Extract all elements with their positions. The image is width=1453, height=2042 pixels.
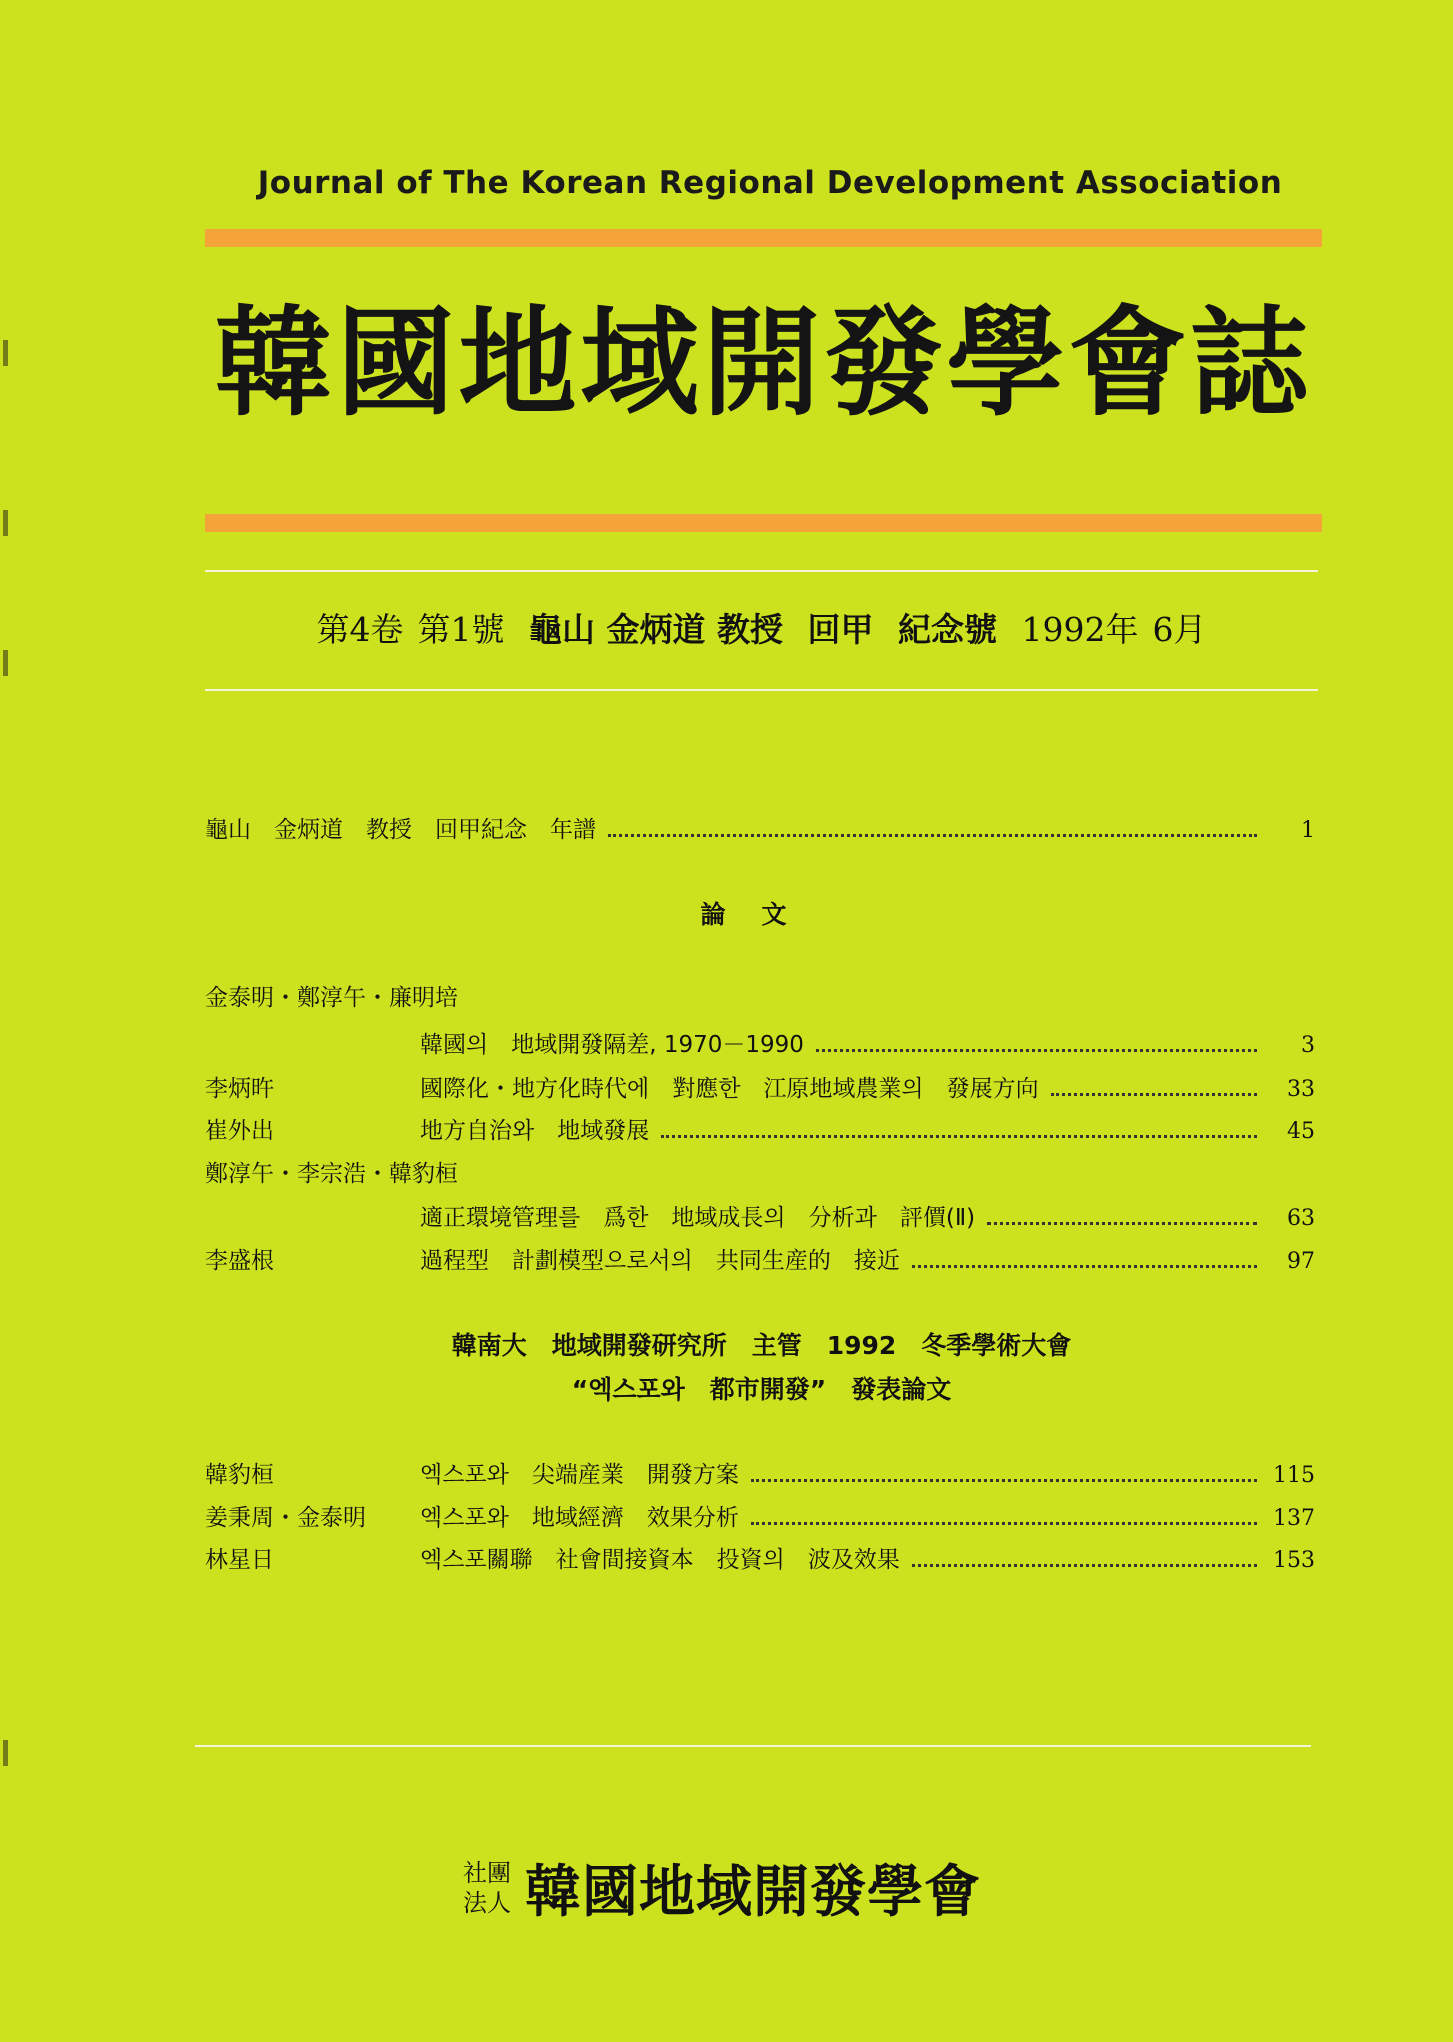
issue-month: 6月 xyxy=(1152,610,1207,649)
toc-entry-title: 엑스포와 地域經濟 效果分析 xyxy=(420,1505,739,1531)
toc-entry-page: 63 xyxy=(1287,1206,1315,1231)
toc-entry[interactable] xyxy=(205,1026,1315,1060)
toc-entry-authors: 林星日 xyxy=(205,1547,274,1573)
conference-subheading: “엑스포와 都市開發” 發表論文 xyxy=(571,1375,952,1404)
publisher-type xyxy=(463,1858,511,1918)
toc-entry-authors: 李盛根 xyxy=(205,1248,274,1274)
toc-entry-title: 韓國의 地域開發隔差, 1970－1990 xyxy=(420,1032,804,1058)
leader-dots xyxy=(608,816,1257,837)
issue-year: 1992年 xyxy=(1021,610,1139,649)
publisher-type-line1: 社團 xyxy=(463,1859,511,1887)
issue-info xyxy=(205,604,1318,651)
toc-front-entry[interactable] xyxy=(205,811,1315,845)
toc-entry[interactable] xyxy=(205,1155,1315,1189)
toc-entry-page: 115 xyxy=(1273,1463,1315,1488)
toc-entry[interactable] xyxy=(205,979,1315,1013)
toc-entry-page: 1 xyxy=(1301,818,1315,843)
issue-special: 紀念號 xyxy=(898,610,997,649)
publisher-name: 韓國地域開發學會 xyxy=(525,1859,981,1925)
leader-dots xyxy=(751,1461,1257,1482)
issue-volume: 第4卷 xyxy=(316,610,404,649)
orange-rule-top xyxy=(205,229,1322,247)
toc-entry-authors: 姜秉周・金泰明 xyxy=(205,1505,366,1531)
toc-entry-title: 엑스포關聯 社會間接資本 投資의 波及效果 xyxy=(420,1547,900,1573)
leader-dots xyxy=(816,1031,1257,1052)
spine-edge-marks xyxy=(0,320,14,1820)
divider-issue xyxy=(205,689,1318,691)
journal-korean-title: 韓國地域開發學會誌 xyxy=(214,293,1313,432)
leader-dots xyxy=(661,1117,1257,1138)
toc-entry-authors: 韓豹桓 xyxy=(205,1462,274,1488)
toc-entry[interactable] xyxy=(205,1499,1315,1533)
toc-entry-page: 153 xyxy=(1273,1548,1315,1573)
leader-dots xyxy=(912,1247,1257,1268)
divider-top xyxy=(205,570,1318,572)
toc-entry[interactable] xyxy=(205,1541,1315,1575)
leader-dots xyxy=(1051,1075,1257,1096)
journal-english-title: Journal of The Korean Regional Development Association xyxy=(257,165,1283,201)
toc-entry-title: 地方自治와 地域發展 xyxy=(420,1118,650,1144)
issue-occasion: 回甲 xyxy=(807,610,874,649)
toc-entry[interactable] xyxy=(205,1199,1315,1233)
divider-bottom xyxy=(195,1745,1311,1747)
leader-dots xyxy=(751,1504,1257,1525)
toc-entry[interactable] xyxy=(205,1456,1315,1490)
toc-entry-authors: 鄭淳午・李宗浩・韓豹桓 xyxy=(205,1161,458,1187)
toc-entry-title: 龜山 金炳道 教授 回甲紀念 年譜 xyxy=(205,817,596,843)
toc-entry-authors: 崔外出 xyxy=(205,1118,274,1144)
toc-entry[interactable] xyxy=(205,1112,1315,1146)
toc-entry-authors: 李炳旿 xyxy=(205,1076,274,1102)
publisher-type-line2: 法人 xyxy=(463,1889,511,1917)
toc-entry-authors: 金泰明・鄭淳午・廉明培 xyxy=(205,985,458,1011)
toc-entry-title: 國際化・地方化時代에 對應한 江原地域農業의 發展方向 xyxy=(420,1076,1039,1102)
section-heading-papers: 論文 xyxy=(700,900,823,929)
toc-entry[interactable] xyxy=(205,1242,1315,1276)
publisher xyxy=(463,1848,981,1928)
toc-entry-page: 45 xyxy=(1287,1119,1315,1144)
toc-entry[interactable] xyxy=(205,1070,1315,1104)
toc-entry-page: 97 xyxy=(1287,1249,1315,1274)
leader-dots xyxy=(987,1204,1257,1225)
leader-dots xyxy=(912,1546,1257,1567)
issue-number: 第1號 xyxy=(417,610,505,649)
toc-entry-page: 33 xyxy=(1287,1077,1315,1102)
toc-entry-title: 適正環境管理를 爲한 地域成長의 分析과 評價(Ⅱ) xyxy=(420,1205,976,1231)
toc-entry-page: 3 xyxy=(1301,1033,1315,1058)
toc-entry-title: 엑스포와 尖端産業 開發方案 xyxy=(420,1462,739,1488)
orange-rule-bottom xyxy=(205,514,1322,532)
toc-entry-page: 137 xyxy=(1273,1506,1315,1531)
issue-honoree: 龜山 金炳道 教授 xyxy=(529,610,783,649)
toc-entry-title: 過程型 計劃模型으로서의 共同生産的 接近 xyxy=(420,1248,900,1274)
conference-heading: 韓南大 地域開發研究所 主管 1992 冬季學術大會 xyxy=(451,1331,1072,1360)
